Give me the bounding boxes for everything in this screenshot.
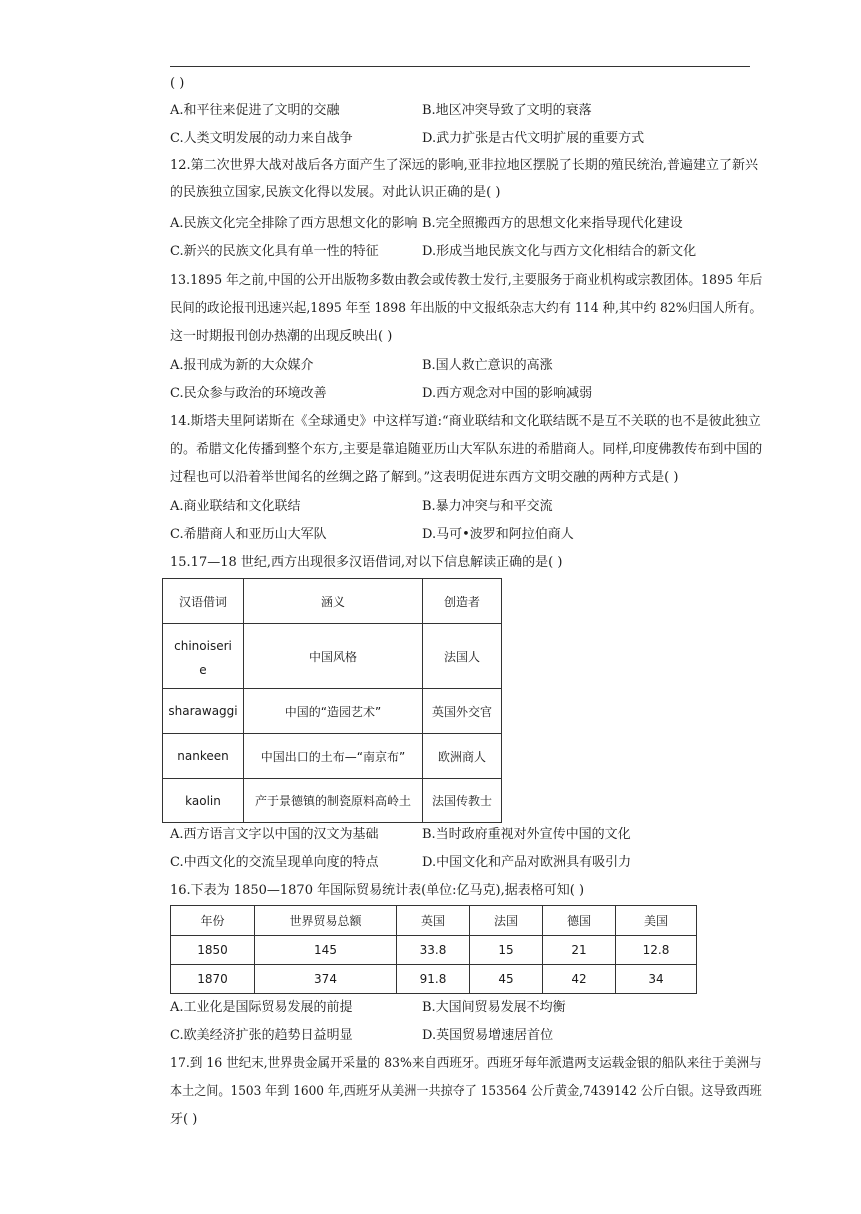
loanword-table — [162, 578, 502, 823]
q14-option-a[interactable]: A.商业联结和文化联结 — [170, 499, 301, 514]
meaning-cell: 中国出口的土布—“南京布” — [244, 734, 423, 779]
q11-option-d[interactable]: D.武力扩张是古代文明扩展的重要方式 — [422, 131, 645, 146]
trade-cell: 1870 — [171, 965, 255, 994]
table-row — [163, 734, 502, 779]
trade-cell: 42 — [543, 965, 616, 994]
q16-stem: 16.下表为 1850—1870 年国际贸易统计表(单位:亿马克),据表格可知( ) — [170, 883, 585, 898]
q14-stem-line3: 过程也可以沿着举世闻名的丝绸之路了解到。”这表明促进东西方文明交融的两种方式是( ) — [170, 470, 679, 485]
table-row — [163, 689, 502, 734]
q14-option-d[interactable]: D.马可•波罗和阿拉伯商人 — [422, 527, 574, 542]
creator-cell: 英国外交官 — [423, 689, 502, 734]
q16-option-b[interactable]: B.大国间贸易发展不均衡 — [422, 1000, 566, 1015]
trade-header-uk: 英国 — [397, 906, 470, 936]
loanword-header-meaning: 涵义 — [244, 579, 423, 624]
loanword-cell: kaolin — [163, 779, 244, 823]
trade-cell: 21 — [543, 936, 616, 965]
q17-stem-line3: 牙( ) — [170, 1112, 198, 1127]
trade-header-usa: 美国 — [616, 906, 697, 936]
meaning-cell: 中国的“造园艺术” — [244, 689, 423, 734]
creator-cell: 法国人 — [423, 624, 502, 689]
q13-option-c[interactable]: C.民众参与政治的环境改善 — [170, 386, 327, 401]
loanword-cell — [163, 624, 244, 689]
trade-header-year: 年份 — [171, 906, 255, 936]
loanword-cell-line1: chinoiseri — [174, 639, 232, 653]
q13-stem-line1: 13.1895 年之前,中国的公开出版物多数由教会或传教士发行,主要服务于商业机构或宗教团体。1895 年后 — [170, 273, 763, 288]
q11-stem-tail: ( ) — [170, 76, 185, 91]
q17-stem-line2: 本土之间。1503 年到 1600 年,西班牙从美洲一共掠夺了 153564 公斤黄金,7439142 公斤白银。这导致西班 — [170, 1084, 762, 1099]
creator-cell: 法国传教士 — [423, 779, 502, 823]
q15-stem: 15.17—18 世纪,西方出现很多汉语借词,对以下信息解读正确的是( ) — [170, 555, 563, 570]
q12-stem-line2: 的民族独立国家,民族文化得以发展。对此认识正确的是( ) — [170, 185, 501, 200]
trade-cell: 374 — [255, 965, 397, 994]
q14-option-c[interactable]: C.希腊商人和亚历山大军队 — [170, 527, 327, 542]
trade-cell: 45 — [470, 965, 543, 994]
meaning-cell: 中国风格 — [244, 624, 423, 689]
q16-option-a[interactable]: A.工业化是国际贸易发展的前提 — [170, 1000, 353, 1015]
q12-stem-line1: 12.第二次世界大战对战后各方面产生了深远的影响,亚非拉地区摆脱了长期的殖民统治,普遍建立了新兴 — [170, 158, 758, 173]
trade-cell: 34 — [616, 965, 697, 994]
q14-stem-line2: 的。希腊文化传播到整个东方,主要是靠追随亚历山大军队东进的希腊商人。同样,印度佛教传布到中国的 — [170, 442, 763, 457]
q12-option-b[interactable]: B.完全照搬西方的思想文化来指导现代化建设 — [422, 216, 683, 231]
loanword-header-word: 汉语借词 — [163, 579, 244, 624]
q12-option-c[interactable]: C.新兴的民族文化具有单一性的特征 — [170, 244, 379, 259]
q11-option-c[interactable]: C.人类文明发展的动力来自战争 — [170, 131, 353, 146]
loanword-cell-line2: e — [199, 663, 207, 677]
q14-option-b[interactable]: B.暴力冲突与和平交流 — [422, 499, 553, 514]
loanword-header-creator: 创造者 — [423, 579, 502, 624]
q15-option-a[interactable]: A.西方语言文字以中国的汉文为基础 — [170, 827, 379, 842]
q13-stem-line3: 这一时期报刊创办热潮的出现反映出( ) — [170, 329, 393, 344]
loanword-cell: sharawaggi — [163, 689, 244, 734]
table-row — [171, 965, 697, 994]
trade-cell: 33.8 — [397, 936, 470, 965]
trade-header-world: 世界贸易总额 — [255, 906, 397, 936]
trade-cell: 12.8 — [616, 936, 697, 965]
q14-stem-line1: 14.斯塔夫里阿诺斯在《全球通史》中这样写道:“商业联结和文化联结既不是互不关联的也不是彼此独立 — [170, 414, 761, 429]
q12-option-d[interactable]: D.形成当地民族文化与西方文化相结合的新文化 — [422, 244, 697, 259]
header-rule — [170, 66, 750, 67]
q13-option-b[interactable]: B.国人救亡意识的高涨 — [422, 358, 553, 373]
q13-option-a[interactable]: A.报刊成为新的大众媒介 — [170, 358, 314, 373]
q16-option-c[interactable]: C.欧美经济扩张的趋势日益明显 — [170, 1028, 353, 1043]
q11-option-a[interactable]: A.和平往来促进了文明的交融 — [170, 103, 340, 118]
q17-stem-line1: 17.到 16 世纪末,世界贵金属开采量的 83%来自西班牙。西班牙每年派遣两支运载金银的船队来往于美洲与 — [170, 1056, 762, 1071]
trade-header-france: 法国 — [470, 906, 543, 936]
table-row — [163, 624, 502, 689]
q16-option-d[interactable]: D.英国贸易增速居首位 — [422, 1028, 554, 1043]
q13-option-d[interactable]: D.西方观念对中国的影响减弱 — [422, 386, 593, 401]
q13-stem-line2: 民间的政论报刊迅速兴起,1895 年至 1898 年出版的中文报纸杂志大约有 114 种,其中约 82%归国人所有。 — [170, 301, 762, 316]
table-row — [163, 779, 502, 823]
q11-option-b[interactable]: B.地区冲突导致了文明的衰落 — [422, 103, 592, 118]
q15-option-d[interactable]: D.中国文化和产品对欧洲具有吸引力 — [422, 855, 632, 870]
trade-cell: 15 — [470, 936, 543, 965]
trade-cell: 91.8 — [397, 965, 470, 994]
creator-cell: 欧洲商人 — [423, 734, 502, 779]
loanword-cell: nankeen — [163, 734, 244, 779]
trade-cell: 145 — [255, 936, 397, 965]
table-row — [171, 936, 697, 965]
trade-header-germany: 德国 — [543, 906, 616, 936]
q12-option-a[interactable]: A.民族文化完全排除了西方思想文化的影响 — [170, 216, 418, 231]
meaning-cell: 产于景德镇的制瓷原料高岭土 — [244, 779, 423, 823]
q15-option-b[interactable]: B.当时政府重视对外宣传中国的文化 — [422, 827, 631, 842]
trade-cell: 1850 — [171, 936, 255, 965]
q15-option-c[interactable]: C.中西文化的交流呈现单向度的特点 — [170, 855, 379, 870]
trade-table — [170, 905, 697, 994]
